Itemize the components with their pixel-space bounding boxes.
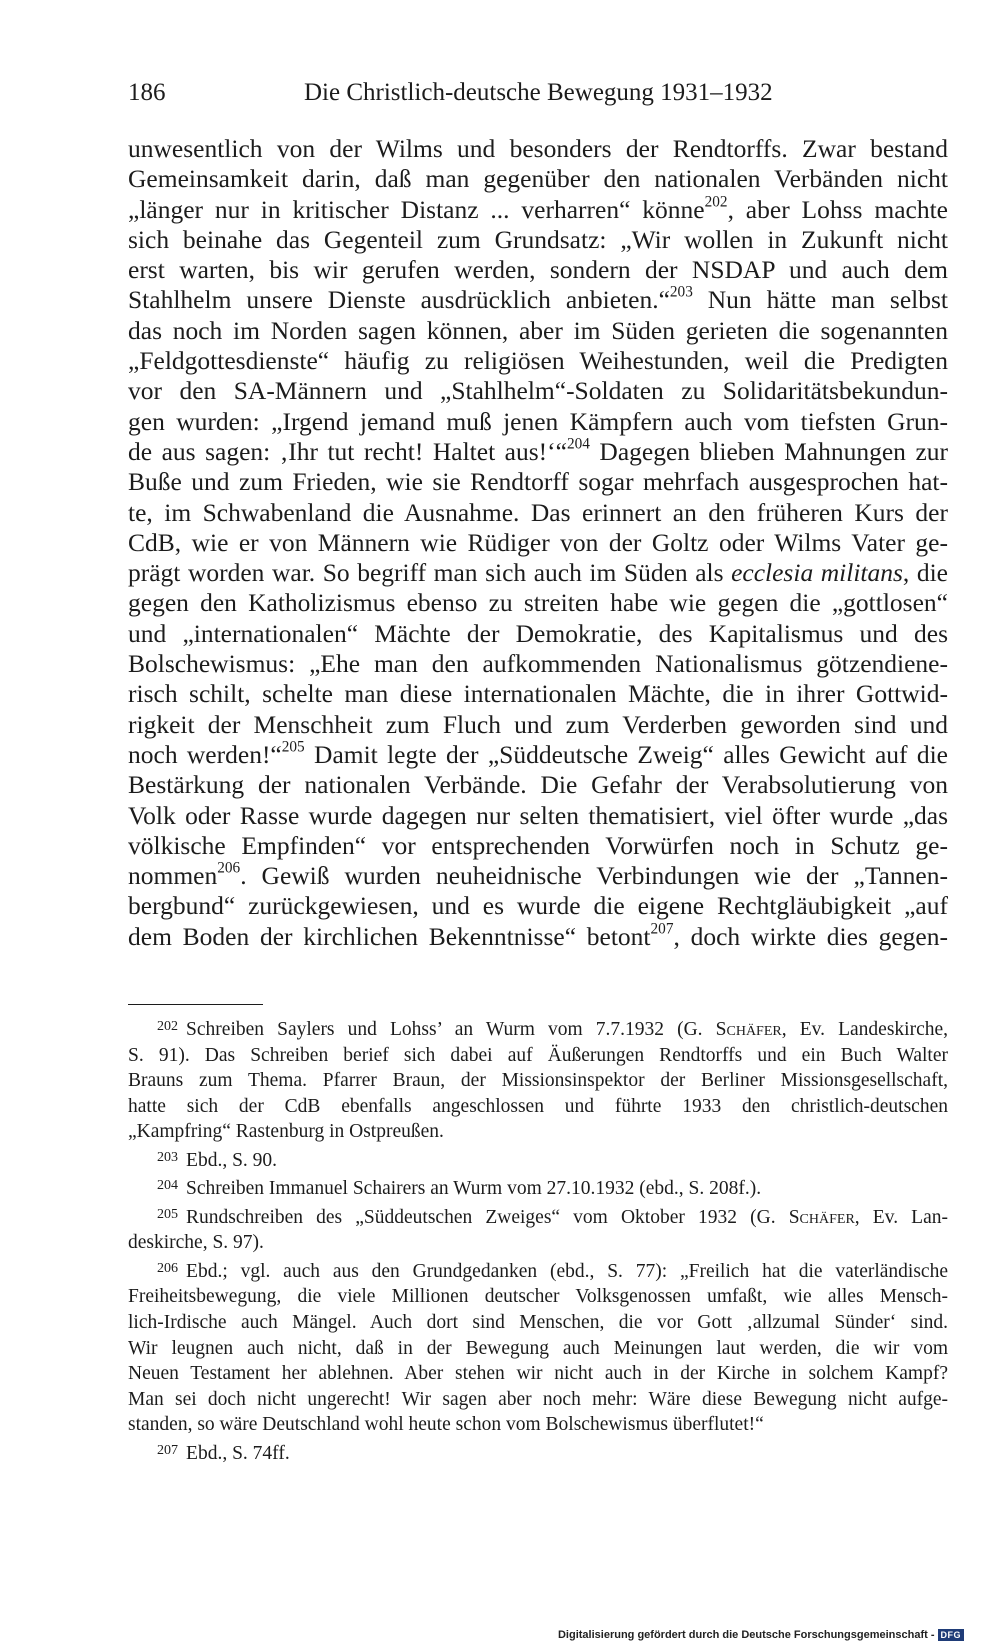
body-line: Bestärkung der nationalen Verbände. Die Gefahr der Verabsolutierung von bbox=[128, 770, 948, 800]
page-number: 186 bbox=[128, 79, 166, 106]
body-line: „länger nur in kritischer Distanz ... verharren“ könne$^{202}$, aber Lohss machte bbox=[128, 193, 948, 224]
body-line: erst warten, bis wir gerufen werden, sondern der NSDAP und auch dem bbox=[128, 255, 948, 285]
body-line: Gemeinsamkeit darin, daß man gegenüber den nationalen Verbänden nicht bbox=[128, 164, 948, 194]
body-line: noch werden!“$^{205}$ Damit legte der „Süddeutsche Zweig“ alles Gewicht auf die bbox=[128, 738, 948, 769]
body-line: völkische Empfinden“ vor entsprechenden Vorwürfen noch in Schutz ge- bbox=[128, 830, 948, 860]
body-line: vor den SA-Männern und „Stahlhelm“-Soldaten zu Solidaritätsbekundun- bbox=[128, 376, 948, 406]
body-line: nommen$^{206}$. Gewiß wurden neuheidnische Verbindungen wie der „Tannen- bbox=[128, 859, 948, 891]
body-line: unwesentlich von der Wilms und besonders der Rendtorffs. Zwar bestand bbox=[128, 134, 948, 163]
body-line: „Feldgottesdienste“ häufig zu religiösen Weihestunden, weil die Predigten bbox=[128, 346, 948, 376]
body-line: Buße und zum Frieden, wie sie Rendtorff sogar mehrfach ausgesprochen hat- bbox=[128, 467, 948, 497]
body-line: Volk oder Rasse wurde dagegen nur selten thematisiert, viel öfter wurde „das bbox=[128, 800, 948, 830]
footnote-line: $^{207}$ Ebd., S. 74ff. bbox=[157, 1442, 290, 1464]
body-line: und „internationalen“ Mächte der Demokratie, des Kapitalismus und des bbox=[128, 618, 948, 648]
body-line: te, im Schwabenland die Ausnahme. Das erinnert an den früheren Kurs der bbox=[128, 497, 948, 527]
body-line: risch schilt, schelte man diese internationalen Mächte, die in ihrer Gottwid- bbox=[128, 679, 948, 709]
body-line: rigkeit der Menschheit zum Fluch und zum Verderben geworden sind und bbox=[128, 709, 948, 739]
footnote-204 bbox=[128, 1173, 948, 1202]
credit-text: Digitalisierung gefördert durch die Deutsche Forschungsgemeinschaft - bbox=[557, 1629, 935, 1641]
footnote-reference[interactable]: 206 bbox=[217, 859, 241, 877]
footnote-206 bbox=[128, 1256, 948, 1438]
footnote-reference[interactable]: 204 bbox=[566, 435, 590, 453]
body-line: de aus sagen: ‚Ihr tut recht! Haltet aus!‘“$^{204}$ Dagegen blieben Mahnungen zur bbox=[128, 435, 949, 466]
footnote-line: $^{202}$ Schreiben Saylers und Lohss’ an Wurm vom 7.7.1932 (G. Schäfer, Ev. Landeskirche, bbox=[157, 1018, 948, 1040]
footnote-203 bbox=[128, 1145, 948, 1174]
footnote-line: standen, so wäre Deutschland wohl heute schon vom Bolschewismus überflutet!“ bbox=[128, 1414, 764, 1436]
digitization-credit bbox=[558, 1629, 964, 1641]
body-line: Stahlhelm unsere Dienste ausdrücklich anbieten.“$^{203}$ Nun hätte man selbst bbox=[128, 284, 948, 315]
italic-term: ecclesia militans bbox=[731, 558, 903, 588]
author-name: Schäfer bbox=[788, 1206, 855, 1228]
body-line: gen wurden: „Irgend jemand muß jenen Kämpfern auch vom tiefsten Grun- bbox=[128, 406, 948, 436]
footnote-number: 205 bbox=[157, 1205, 179, 1222]
footnote-line: $^{204}$ Schreiben Immanuel Schairers an Wurm vom 27.10.1932 (ebd., S. 208f.). bbox=[157, 1177, 762, 1200]
footnote-number: 203 bbox=[157, 1148, 179, 1165]
body-line: CdB, wie er von Männern wie Rüdiger von der Goltz oder Wilms Vater ge- bbox=[128, 527, 948, 557]
footnote-207 bbox=[128, 1438, 948, 1467]
footnote-reference[interactable]: 205 bbox=[281, 738, 305, 756]
footnote-line: lich-Irdische auch Mängel. Auch dort sind Menschen, die vor Gott ‚allzumal Sünder‘ sind. bbox=[128, 1312, 948, 1334]
footnote-rule bbox=[128, 1004, 263, 1005]
footnote-line: deskirche, S. 97). bbox=[128, 1232, 264, 1254]
footnote-number: 207 bbox=[157, 1442, 179, 1459]
footnote-reference[interactable]: 203 bbox=[669, 284, 693, 302]
footnote-line: Brauns zum Thema. Pfarrer Braun, der Missionsinspektor der Berliner Missionsgesellschaft, bbox=[128, 1070, 948, 1092]
body-line: gegen den Katholizismus ebenso zu streiten habe wie gegen die „gottlosen“ bbox=[128, 588, 948, 618]
footnote-line: S. 91). Das Schreiben berief sich dabei auf Äußerungen Rendtorffs und ein Buch Walter bbox=[128, 1044, 948, 1066]
footnote-number: 204 bbox=[157, 1177, 179, 1194]
footnote-line: $^{206}$ Ebd.; vgl. auch aus den Grundgedanken (ebd., S. 77): „Freilich hat die vaterländische bbox=[157, 1259, 948, 1282]
footnotes bbox=[128, 1014, 948, 1467]
body-line: das noch im Norden sagen können, aber im Süden gerieten die sogenannten bbox=[128, 315, 948, 345]
footnote-202 bbox=[128, 1014, 948, 1145]
footnote-reference[interactable]: 202 bbox=[704, 193, 728, 211]
footnote-line: „Kampfring“ Rastenburg in Ostpreußen. bbox=[128, 1121, 444, 1143]
body-line: bergbund“ zurückgewiesen, und es wurde die eigene Rechtgläubigkeit „auf bbox=[128, 891, 948, 921]
footnote-number: 202 bbox=[157, 1018, 179, 1034]
footnote-line: Man sei doch nicht ungerecht! Wir sagen aber noch mehr: Wäre diese Bewegung nicht aufge- bbox=[128, 1388, 948, 1410]
footnote-205 bbox=[128, 1202, 948, 1256]
body-line: dem Boden der kirchlichen Bekenntnisse“ betont$^{207}$, doch wirkte dies gegen- bbox=[128, 920, 948, 951]
body-line: sich beinahe das Gegenteil zum Grundsatz: „Wir wollen in Zukunft nicht bbox=[128, 224, 948, 254]
footnote-number: 206 bbox=[157, 1259, 179, 1276]
footnote-line: $^{205}$ Rundschreiben des „Süddeutschen Zweiges“ vom Oktober 1932 (G. Schäfer, Ev. Lan- bbox=[157, 1205, 948, 1228]
author-name: Schäfer bbox=[715, 1018, 782, 1040]
dfg-logo: DFG bbox=[938, 1629, 965, 1641]
body-line: prägt worden war. So begriff man sich auch im Süden als ecclesia militans, die bbox=[128, 558, 948, 588]
footnote-line: Freiheitsbewegung, die viele Millionen deutscher Volksgenossen umfaßt, wie alles Mensch- bbox=[128, 1286, 948, 1308]
footnote-line: Neuen Testament her ablehnen. Aber stehen wir nicht auch in der Kirche in solchem Kampf? bbox=[128, 1363, 948, 1385]
footnote-line: Wir leugnen auch nicht, daß in der Bewegung auch Meinungen laut werden, die wir vom bbox=[128, 1337, 948, 1359]
footnote-line: $^{203}$ Ebd., S. 90. bbox=[157, 1148, 278, 1171]
footnote-line: hatte sich der CdB ebenfalls angeschlossen und führte 1933 den christlich-deutschen bbox=[128, 1095, 948, 1117]
body-text bbox=[128, 134, 948, 952]
running-title: Die Christlich-deutsche Bewegung 1931–1932 bbox=[304, 79, 773, 106]
body-line: Bolschewismus: „Ehe man den aufkommenden Nationalismus götzendiene- bbox=[128, 649, 948, 679]
footnote-reference[interactable]: 207 bbox=[650, 920, 674, 938]
